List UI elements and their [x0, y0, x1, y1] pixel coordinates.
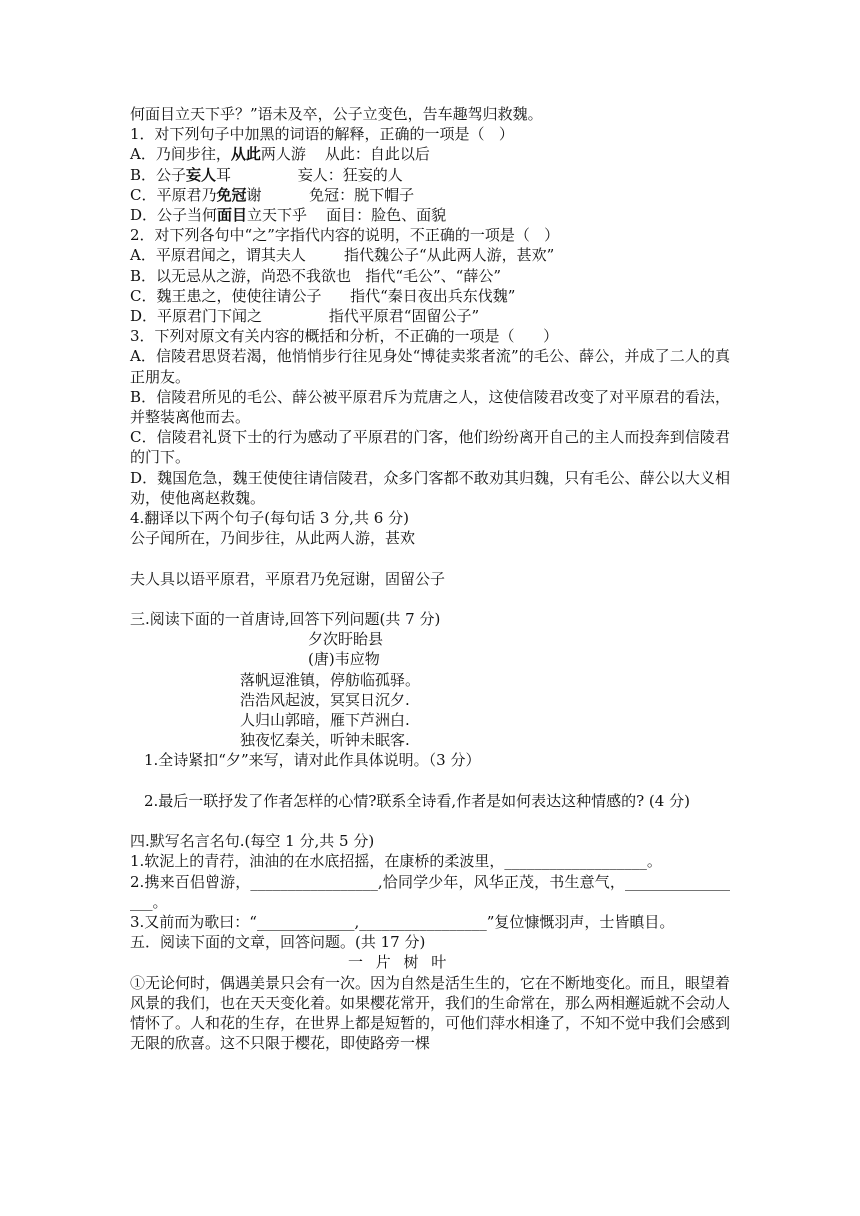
fill-blank-2: 2.携来百侣曾游，_________________,恰同学少年，风华正茂，书生意气，_________________。: [130, 872, 730, 911]
text-line: 何面目立天下乎？”语未及卒，公子立变色，告车趣驾归救魏。: [130, 105, 543, 123]
option-2b: B．以无忌从之游，尚恐不我欲也 指代“毛公”、“薛公”: [130, 266, 502, 285]
translate-sentence-1: 公子闻所在，乃间步往，从此两人游，甚欢: [130, 529, 416, 548]
poem-line: 独夜忆秦关，听钟未眠客.: [240, 731, 410, 750]
translate-sentence-2: 夫人具以语平原君，平原君乃免冠谢，固留公子: [130, 569, 446, 588]
article-title: 一 片 树 叶: [348, 953, 451, 972]
question-4: 4.翻译以下两个句子(每句话 3 分,共 6 分): [130, 509, 409, 528]
option-3b: B．信陵君所见的毛公、薛公被平原君斥为荒唐之人，这使信陵君改变了对平原君的看法，并整装离他而去。: [130, 387, 730, 427]
section-3-heading: 三.阅读下面的一首唐诗,回答下列问题(共 7 分): [130, 610, 441, 629]
fill-blank-3: 3.又前而为歌曰：“_____________,_________________”复位慷慨羽声，士皆瞋目。: [130, 913, 675, 932]
section-4-heading: 四.默写名言名句.(每空 1 分,共 5 分): [130, 832, 375, 851]
poem-question-2: 2.最后一联抒发了作者怎样的心情?联系全诗看,作者是如何表达这种情感的? (4 分): [144, 791, 690, 810]
option-2a: A．平原君闻之，谓其夫人 指代魏公子“从此两人游，甚欢”: [130, 246, 555, 265]
option-2c: C．魏王患之，使使往请公子 指代“秦日夜出兵东伐魏”: [130, 286, 516, 305]
article-paragraph-1: ①无论何时，偶遇美景只会有一次。因为自然是活生生的，它在不断地变化。而且，眼望着风景的我们，也在天天变化着。如果樱花常开，我们的生命常在，那么两相邂逅就不会动人情怀了。人和花的生存，在世界上都是短暂的，可他们萍水相逢了，不知不觉中我们会感到无限的欣喜。这不只限于樱花，即使路旁一棵: [130, 973, 731, 1053]
poem-author: (唐)韦应物: [308, 650, 380, 669]
poem-question-1: 1.全诗紧扣“夕”来写，请对此作具体说明。（3 分）: [144, 751, 481, 770]
bold-term: 免冠: [216, 185, 247, 204]
poem-line: 人归山郭暗，雁下芦洲白.: [240, 711, 410, 730]
option-2d: D．平原君门下闻之 指代平原君“固留公子”: [130, 307, 480, 326]
document-page: [130, 104, 730, 1053]
question-3: 3．下列对原文有关内容的概括和分析，不正确的一项是（ ）: [130, 327, 559, 346]
poem-title: 夕次盱眙县: [308, 630, 384, 649]
option-3d: D．魏国危急，魏王使使往请信陵君，众多门客都不敢劝其归魏，只有毛公、薛公以大义相劝，使他离赵救魏。: [130, 468, 730, 507]
option-1a: A．乃间步往，从此两人游 从此：自此以后: [130, 145, 430, 164]
bold-term: 从此: [230, 145, 261, 164]
option-3a: A．信陵君思贤若渴，他悄悄步行往见身处“博徒卖浆者流”的毛公、薛公，并成了二人的真正朋友。: [130, 347, 730, 386]
bold-term: 面目: [217, 206, 248, 225]
option-1d: D．公子当何面目立天下乎 面目：脸色、面貌: [130, 206, 447, 225]
poem-line: 浩浩风起波，冥冥日沉夕.: [240, 690, 410, 709]
bold-term: 妄人: [186, 165, 217, 184]
question-2: 2．对下列各句中“之”字指代内容的说明，不正确的一项是（ ）: [130, 226, 560, 245]
question-1: 1．对下列句子中加黑的词语的解释，正确的一项是（ ）: [130, 125, 514, 144]
option-3c: C．信陵君礼贤下士的行为感动了平原君的门客，他们纷纷离开自己的主人而投奔到信陵君的门下。: [130, 428, 730, 467]
section-5-heading: 五．阅读下面的文章，回答问题。(共 17 分): [130, 933, 426, 952]
option-1c: C．平原君乃免冠谢 免冠：脱下帽子: [130, 185, 415, 204]
option-1b: B．公子妄人耳 妄人：狂妄的人: [130, 165, 403, 184]
poem-line: 落帆逗淮镇，停舫临孤驿。: [240, 670, 421, 689]
fill-blank-1: 1.软泥上的青荇，油油的在水底招摇，在康桥的柔波里，___________________。: [130, 852, 662, 871]
